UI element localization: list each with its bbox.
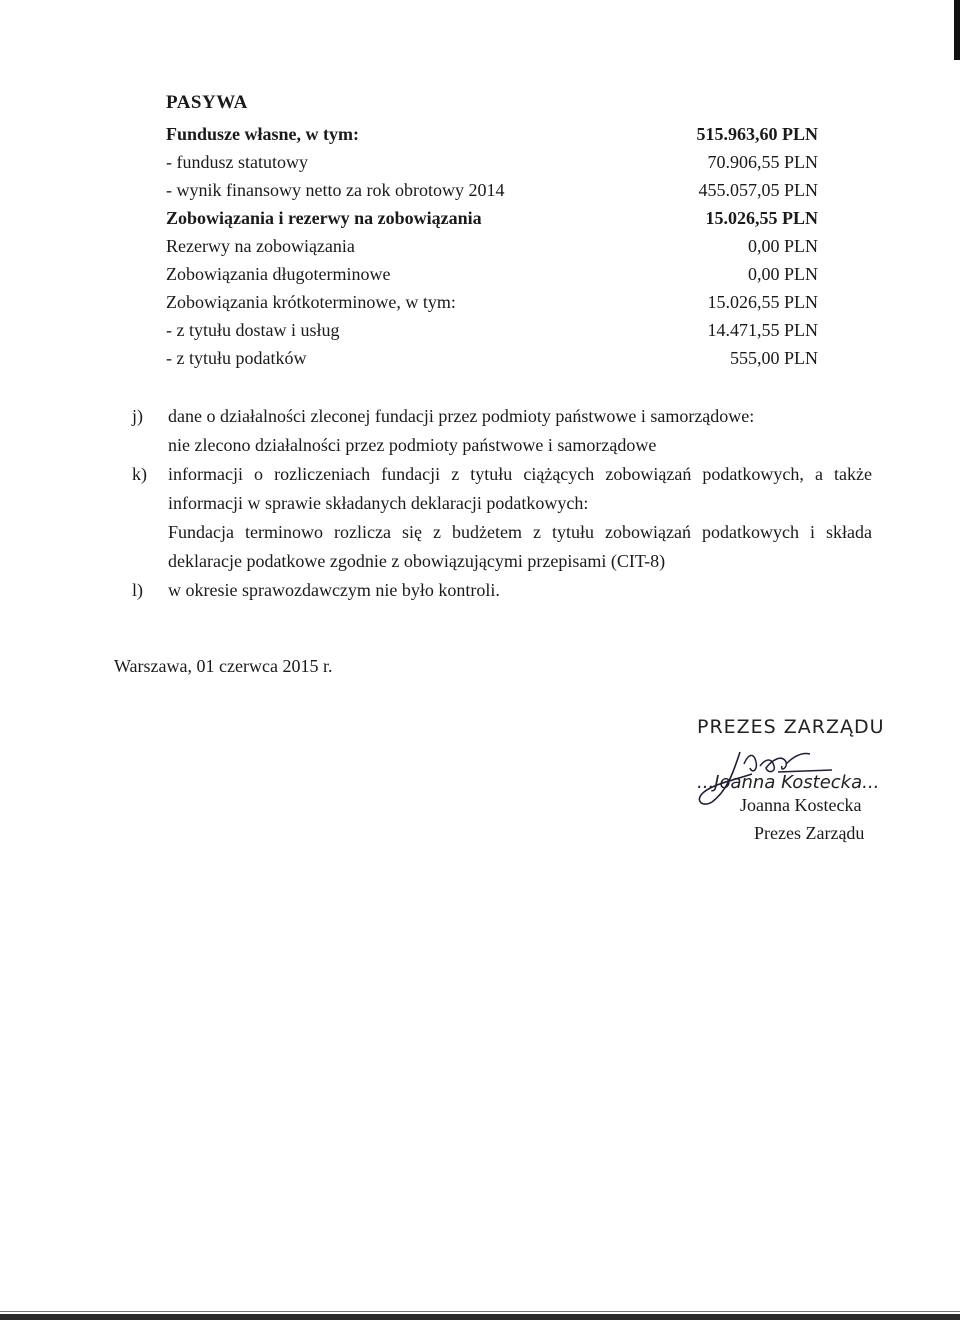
row-label: Zobowiązania krótkoterminowe, w tym: <box>166 292 456 312</box>
table-row <box>166 344 818 372</box>
stamp-title: PREZES ZARZĄDU <box>697 716 885 738</box>
row-value: 14.471,55 PLN <box>707 320 818 340</box>
table-row <box>166 260 818 288</box>
row-label: - fundusz statutowy <box>166 152 308 172</box>
row-label: Zobowiązania i rezerwy na zobowiązania <box>166 208 482 228</box>
item-text: informacji o rozliczeniach fundacji z tytułu ciążących zobowiązań podatkowych, a także <box>168 464 872 484</box>
row-label: Rezerwy na zobowiązania <box>166 236 355 256</box>
table-row <box>166 316 818 344</box>
table-row <box>166 204 818 232</box>
list-marker: l) <box>132 580 143 600</box>
item-text: nie zlecono działalności przez podmioty państwowe i samorządowe <box>168 435 657 455</box>
item-text: dane o działalności zleconej fundacji przez podmioty państwowe i samorządowe: <box>168 406 755 426</box>
item-text: deklaracje podatkowe zgodnie z obowiązującymi przepisami (CIT-8) <box>168 551 666 571</box>
row-value: 455.057,05 PLN <box>698 180 818 200</box>
row-label: - z tytułu podatków <box>166 348 307 368</box>
scan-edge-line <box>0 1311 960 1312</box>
row-value: 70.906,55 PLN <box>707 152 818 172</box>
place-and-date: Warszawa, 01 czerwca 2015 r. <box>114 656 333 676</box>
row-value: 515.963,60 PLN <box>696 124 818 144</box>
list-item-k <box>132 460 872 576</box>
row-value: 555,00 PLN <box>729 348 818 368</box>
row-label: - wynik finansowy netto za rok obrotowy 2014 <box>166 180 505 200</box>
list-marker: k) <box>132 464 147 484</box>
row-value: 0,00 PLN <box>747 264 818 284</box>
section-heading: PASYWA <box>166 92 248 113</box>
table-row <box>166 232 818 260</box>
item-text: Fundacja terminowo rozlicza się z budżetem z tytułu zobowiązań podatkowych i składa <box>168 522 872 542</box>
item-text: w okresie sprawozdawczym nie było kontroli. <box>168 580 500 600</box>
table-row <box>166 176 818 204</box>
table-row <box>166 148 818 176</box>
signatory-title: Prezes Zarządu <box>754 823 865 843</box>
list-item-l <box>132 576 872 605</box>
table-row <box>166 288 818 316</box>
liabilities-table <box>166 120 818 372</box>
row-label: - z tytułu dostaw i usług <box>166 320 340 340</box>
table-row <box>166 120 818 148</box>
scan-edge-mark <box>954 0 960 60</box>
row-value: 15.026,55 PLN <box>705 208 818 228</box>
signatory-name: Joanna Kostecka <box>740 795 862 815</box>
scan-edge-bar <box>0 1314 960 1320</box>
row-label: Fundusze własne, w tym: <box>166 124 360 144</box>
list-marker: j) <box>132 406 143 426</box>
row-value: 15.026,55 PLN <box>707 292 818 312</box>
list-item-j <box>132 402 872 460</box>
notes-list <box>132 402 872 605</box>
item-text: informacji w sprawie składanych deklaracji podatkowych: <box>168 493 589 513</box>
row-label: Zobowiązania długoterminowe <box>166 264 391 284</box>
stamp-name: ...Joanna Kostecka... <box>697 772 880 793</box>
row-value: 0,00 PLN <box>747 236 818 256</box>
